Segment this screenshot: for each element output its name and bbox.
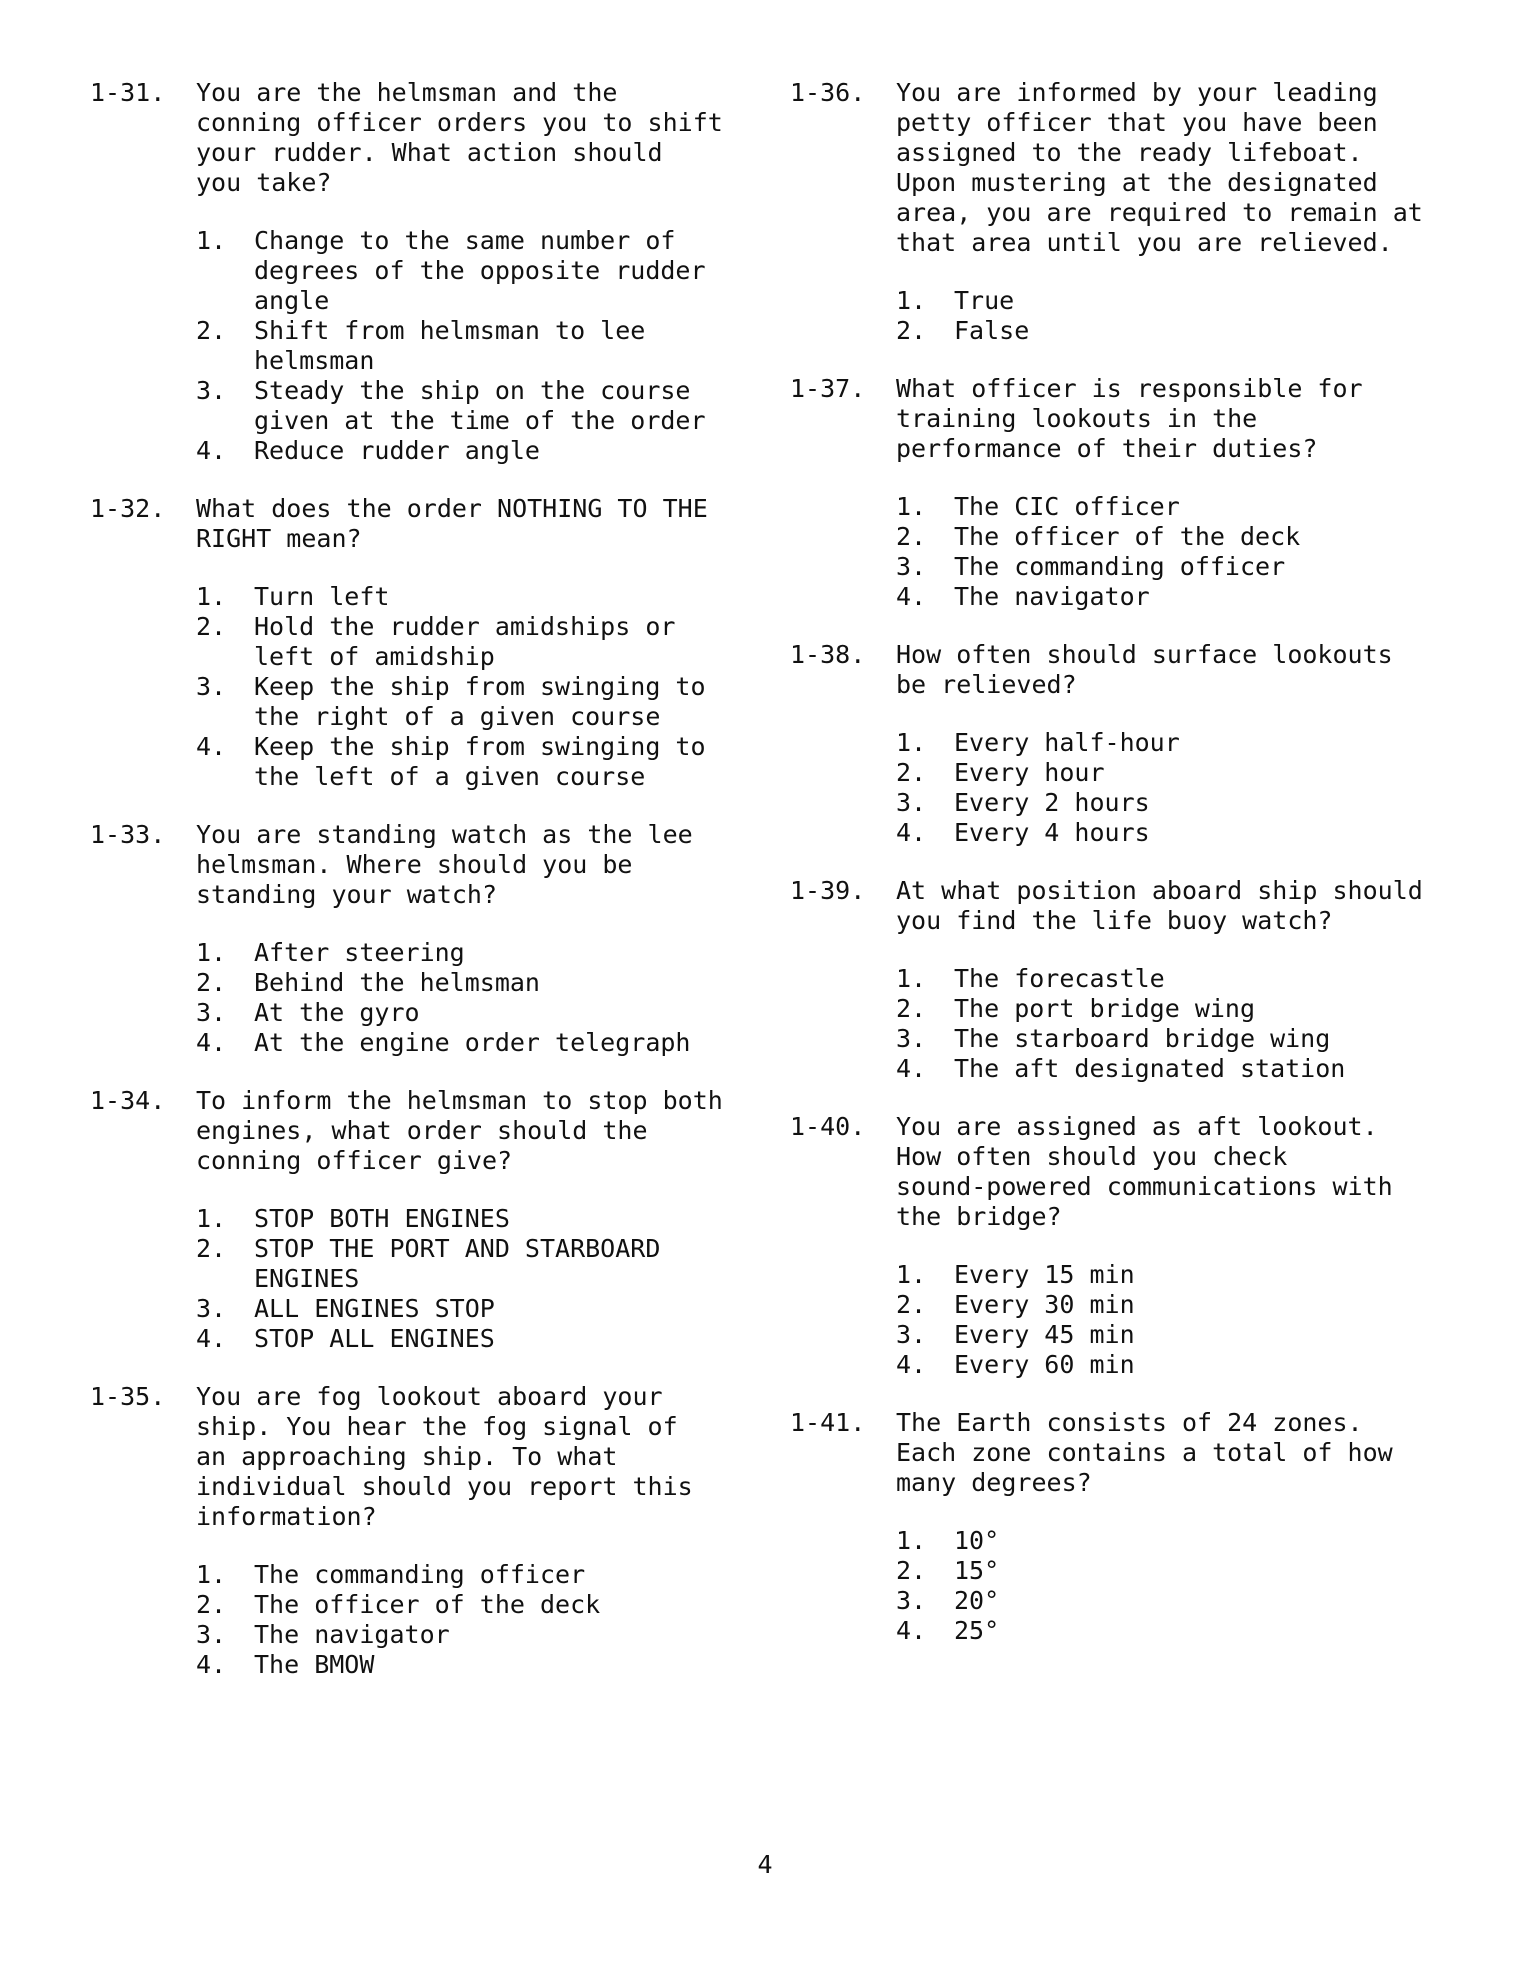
option-text: Change to the same number of degrees of the opposite rudder angle xyxy=(254,226,706,315)
option-number: 2. xyxy=(196,1590,227,1619)
option-text: Every 2 hours xyxy=(954,788,1150,817)
answer-options xyxy=(196,226,730,466)
option-number: 4. xyxy=(896,818,927,847)
answer-option xyxy=(896,552,1440,582)
question-item xyxy=(90,494,730,792)
option-number: 2. xyxy=(196,1234,227,1263)
option-text: 25° xyxy=(954,1616,1000,1645)
option-text: At the engine order telegraph xyxy=(254,1028,691,1057)
option-text: Shift from helmsman to lee helmsman xyxy=(254,316,646,375)
answer-options xyxy=(896,286,1440,346)
option-number: 1. xyxy=(196,1560,227,1589)
option-text: Hold the rudder amidships or left of amidship xyxy=(254,612,676,671)
option-text: 15° xyxy=(954,1556,1000,1585)
question-text: At what position aboard ship should you find the life buoy watch? xyxy=(896,876,1423,935)
question-head xyxy=(790,78,1440,258)
question-head xyxy=(790,1408,1440,1498)
answer-option xyxy=(196,672,730,732)
left-column xyxy=(90,78,730,1708)
option-text: The aft designated station xyxy=(954,1054,1346,1083)
question-number: 1-32. xyxy=(90,494,166,523)
option-number: 2. xyxy=(196,968,227,997)
option-text: The commanding officer xyxy=(254,1560,586,1589)
question-number: 1-31. xyxy=(90,78,166,107)
answer-option xyxy=(196,1650,730,1680)
option-text: True xyxy=(954,286,1015,315)
answer-options xyxy=(896,1526,1440,1646)
question-head xyxy=(790,876,1440,936)
question-text: You are the helmsman and the conning officer orders you to shift your rudder. What action should you take? xyxy=(196,78,723,197)
question-text: You are assigned as aft lookout. How often should you check sound-powered communications with the bridge? xyxy=(896,1112,1393,1231)
option-number: 1. xyxy=(196,1204,227,1233)
option-text: 20° xyxy=(954,1586,1000,1615)
answer-options xyxy=(196,1560,730,1680)
option-text: The BMOW xyxy=(254,1650,375,1679)
option-text: Keep the ship from swinging to the left of a given course xyxy=(254,732,706,791)
answer-option xyxy=(896,1054,1440,1084)
answer-option xyxy=(896,1526,1440,1556)
answer-option xyxy=(196,1234,730,1294)
answer-option xyxy=(896,994,1440,1024)
question-number: 1-39. xyxy=(790,876,866,905)
option-number: 2. xyxy=(896,522,927,551)
answer-option xyxy=(896,316,1440,346)
option-number: 1. xyxy=(896,1260,927,1289)
option-number: 2. xyxy=(196,316,227,345)
answer-options xyxy=(896,728,1440,848)
option-number: 1. xyxy=(896,1526,927,1555)
question-item xyxy=(790,640,1440,848)
option-text: STOP THE PORT AND STARBOARD ENGINES xyxy=(254,1234,661,1293)
answer-option xyxy=(896,1586,1440,1616)
option-text: Reduce rudder angle xyxy=(254,436,540,465)
question-text: You are informed by your leading petty officer that you have been assigned to the ready lifeboat. Upon mustering at the designated area, you are required to remain at that area until you are relieved. xyxy=(896,78,1423,257)
option-number: 3. xyxy=(896,1024,927,1053)
answer-option xyxy=(196,376,730,436)
answer-option xyxy=(896,758,1440,788)
option-number: 2. xyxy=(196,612,227,641)
answer-options xyxy=(196,582,730,792)
question-item xyxy=(90,1086,730,1354)
option-number: 4. xyxy=(196,1650,227,1679)
answer-options xyxy=(896,1260,1440,1380)
option-number: 3. xyxy=(196,672,227,701)
answer-option xyxy=(896,522,1440,552)
answer-option xyxy=(896,492,1440,522)
answer-option xyxy=(196,612,730,672)
option-number: 3. xyxy=(196,998,227,1027)
option-text: Every 30 min xyxy=(954,1290,1135,1319)
option-text: ALL ENGINES STOP xyxy=(254,1294,495,1323)
option-number: 3. xyxy=(896,1320,927,1349)
question-head xyxy=(790,374,1440,464)
option-number: 3. xyxy=(196,1294,227,1323)
option-number: 4. xyxy=(196,732,227,761)
option-number: 1. xyxy=(896,492,927,521)
answer-option xyxy=(196,1204,730,1234)
question-number: 1-41. xyxy=(790,1408,866,1437)
option-text: Every 45 min xyxy=(954,1320,1135,1349)
option-text: False xyxy=(954,316,1030,345)
answer-option xyxy=(896,1616,1440,1646)
question-number: 1-36. xyxy=(790,78,866,107)
option-text: Every hour xyxy=(954,758,1105,787)
question-text: What does the order NOTHING TO THE RIGHT mean? xyxy=(196,494,708,553)
answer-option xyxy=(896,788,1440,818)
answer-option xyxy=(196,968,730,998)
right-column xyxy=(790,78,1440,1674)
question-head xyxy=(90,820,730,910)
answer-option xyxy=(896,1320,1440,1350)
question-text: What officer is responsible for training lookouts in the performance of their duties? xyxy=(896,374,1363,463)
option-text: The navigator xyxy=(954,582,1150,611)
answer-option xyxy=(196,582,730,612)
option-number: 4. xyxy=(196,1324,227,1353)
option-number: 3. xyxy=(896,1586,927,1615)
option-number: 2. xyxy=(896,1556,927,1585)
question-item xyxy=(790,1112,1440,1380)
question-text: The Earth consists of 24 zones. Each zone contains a total of how many degrees? xyxy=(896,1408,1393,1497)
question-head xyxy=(90,1382,730,1532)
option-text: The CIC officer xyxy=(954,492,1180,521)
question-number: 1-33. xyxy=(90,820,166,849)
question-number: 1-38. xyxy=(790,640,866,669)
option-number: 4. xyxy=(896,582,927,611)
option-number: 3. xyxy=(196,1620,227,1649)
question-item xyxy=(90,1382,730,1680)
question-head xyxy=(90,1086,730,1176)
question-number: 1-37. xyxy=(790,374,866,403)
question-head xyxy=(790,640,1440,700)
answer-option xyxy=(196,436,730,466)
question-number: 1-35. xyxy=(90,1382,166,1411)
option-number: 2. xyxy=(896,758,927,787)
option-text: STOP BOTH ENGINES xyxy=(254,1204,510,1233)
question-item xyxy=(790,374,1440,612)
option-number: 2. xyxy=(896,316,927,345)
option-text: Every 15 min xyxy=(954,1260,1135,1289)
option-text: STOP ALL ENGINES xyxy=(254,1324,495,1353)
answer-option xyxy=(196,1620,730,1650)
option-number: 2. xyxy=(896,1290,927,1319)
question-item xyxy=(90,820,730,1058)
option-number: 2. xyxy=(896,994,927,1023)
option-number: 3. xyxy=(896,788,927,817)
option-number: 1. xyxy=(196,226,227,255)
answer-option xyxy=(896,286,1440,316)
answer-option xyxy=(196,938,730,968)
answer-option xyxy=(196,1028,730,1058)
option-number: 4. xyxy=(896,1054,927,1083)
option-text: Turn left xyxy=(254,582,390,611)
question-text: You are standing watch as the lee helmsman. Where should you be standing your watch? xyxy=(196,820,693,909)
answer-option xyxy=(896,1556,1440,1586)
option-text: Steady the ship on the course given at the time of the order xyxy=(254,376,706,435)
question-text: How often should surface lookouts be relieved? xyxy=(896,640,1393,699)
answer-option xyxy=(196,998,730,1028)
answer-option xyxy=(896,1260,1440,1290)
option-text: The officer of the deck xyxy=(254,1590,601,1619)
answer-option xyxy=(196,1560,730,1590)
option-text: Keep the ship from swinging to the right of a given course xyxy=(254,672,706,731)
answer-option xyxy=(196,316,730,376)
option-text: At the gyro xyxy=(254,998,420,1027)
option-text: After steering xyxy=(254,938,465,967)
answer-option xyxy=(896,1024,1440,1054)
question-number: 1-40. xyxy=(790,1112,866,1141)
answer-options xyxy=(196,1204,730,1354)
option-text: The port bridge wing xyxy=(954,994,1256,1023)
answer-option xyxy=(196,1324,730,1354)
question-item xyxy=(790,876,1440,1084)
answer-option xyxy=(196,1294,730,1324)
answer-option xyxy=(196,732,730,792)
answer-option xyxy=(896,818,1440,848)
option-text: 10° xyxy=(954,1526,1000,1555)
answer-options xyxy=(896,964,1440,1084)
question-head xyxy=(790,1112,1440,1232)
question-head xyxy=(90,494,730,554)
question-item xyxy=(90,78,730,466)
option-text: The commanding officer xyxy=(954,552,1286,581)
question-item xyxy=(790,1408,1440,1646)
option-text: Every half-hour xyxy=(954,728,1180,757)
option-text: The officer of the deck xyxy=(954,522,1301,551)
option-number: 1. xyxy=(196,938,227,967)
option-text: The navigator xyxy=(254,1620,450,1649)
option-text: The starboard bridge wing xyxy=(954,1024,1331,1053)
option-number: 1. xyxy=(896,728,927,757)
page-number: 4 xyxy=(757,1850,773,1879)
option-text: The forecastle xyxy=(954,964,1165,993)
answer-options xyxy=(896,492,1440,612)
option-number: 1. xyxy=(196,582,227,611)
option-text: Behind the helmsman xyxy=(254,968,540,997)
answer-option xyxy=(896,1290,1440,1320)
question-number: 1-34. xyxy=(90,1086,166,1115)
option-number: 4. xyxy=(896,1350,927,1379)
option-text: Every 4 hours xyxy=(954,818,1150,847)
question-text: To inform the helmsman to stop both engines, what order should the conning officer give? xyxy=(196,1086,723,1175)
option-number: 3. xyxy=(896,552,927,581)
answer-option xyxy=(896,1350,1440,1380)
option-number: 1. xyxy=(896,286,927,315)
answer-option xyxy=(896,964,1440,994)
question-item xyxy=(790,78,1440,346)
answer-option xyxy=(896,582,1440,612)
option-number: 3. xyxy=(196,376,227,405)
question-text: You are fog lookout aboard your ship. You hear the fog signal of an approaching ship. To what individual should you report this information? xyxy=(196,1382,693,1531)
answer-option xyxy=(196,1590,730,1620)
option-number: 4. xyxy=(896,1616,927,1645)
option-number: 4. xyxy=(196,436,227,465)
option-number: 4. xyxy=(196,1028,227,1057)
answer-option xyxy=(196,226,730,316)
option-number: 1. xyxy=(896,964,927,993)
answer-option xyxy=(896,728,1440,758)
option-text: Every 60 min xyxy=(954,1350,1135,1379)
answer-options xyxy=(196,938,730,1058)
question-head xyxy=(90,78,730,198)
